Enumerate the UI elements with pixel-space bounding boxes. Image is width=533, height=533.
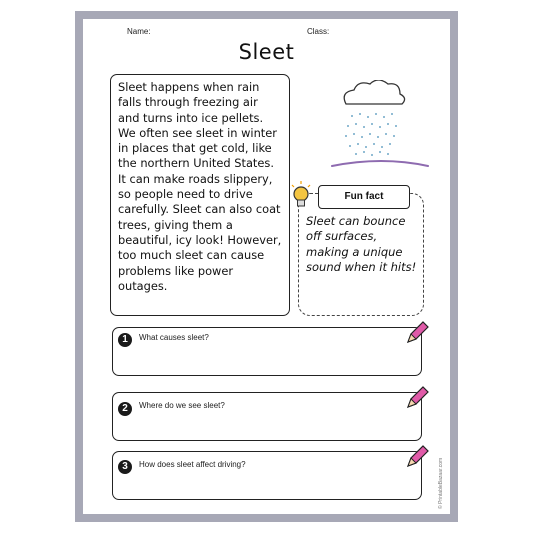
sleet-cloud-illustration: [326, 80, 436, 175]
question-number-2: 2: [118, 402, 132, 416]
pencil-icon: [404, 444, 430, 470]
page-title: Sleet: [238, 40, 295, 64]
answer-box-2[interactable]: [112, 392, 422, 441]
pencil-icon: [404, 385, 430, 411]
class-label: Class:: [307, 27, 330, 36]
question-number-1: 1: [118, 333, 132, 347]
fun-fact-label: Fun fact: [318, 185, 410, 209]
fun-fact-text: Sleet can bounce off surfaces, making a unique sound when it hits!: [306, 214, 417, 274]
credit-text: © PrintableBazaar.com: [438, 457, 444, 509]
answer-box-3[interactable]: [112, 451, 422, 500]
question-text-3: How does sleet affect driving?: [139, 460, 246, 469]
name-label: Name:: [127, 27, 151, 36]
question-number-3: 3: [118, 460, 132, 474]
question-text-1: What causes sleet?: [139, 333, 209, 342]
reading-passage: Sleet happens when rain falls through freezing air and turns into ice pellets. We often see sleet in winter in places that get cold, like the northern United States. It can make roads slippery, so people need to drive carefully. Sleet can also coat trees, giving them a beautiful, icy look! However, too much sleet can cause problems like power outages.: [110, 74, 290, 316]
pencil-icon: [404, 320, 430, 346]
question-text-2: Where do we see sleet?: [139, 401, 225, 410]
lightbulb-icon: [289, 180, 313, 212]
